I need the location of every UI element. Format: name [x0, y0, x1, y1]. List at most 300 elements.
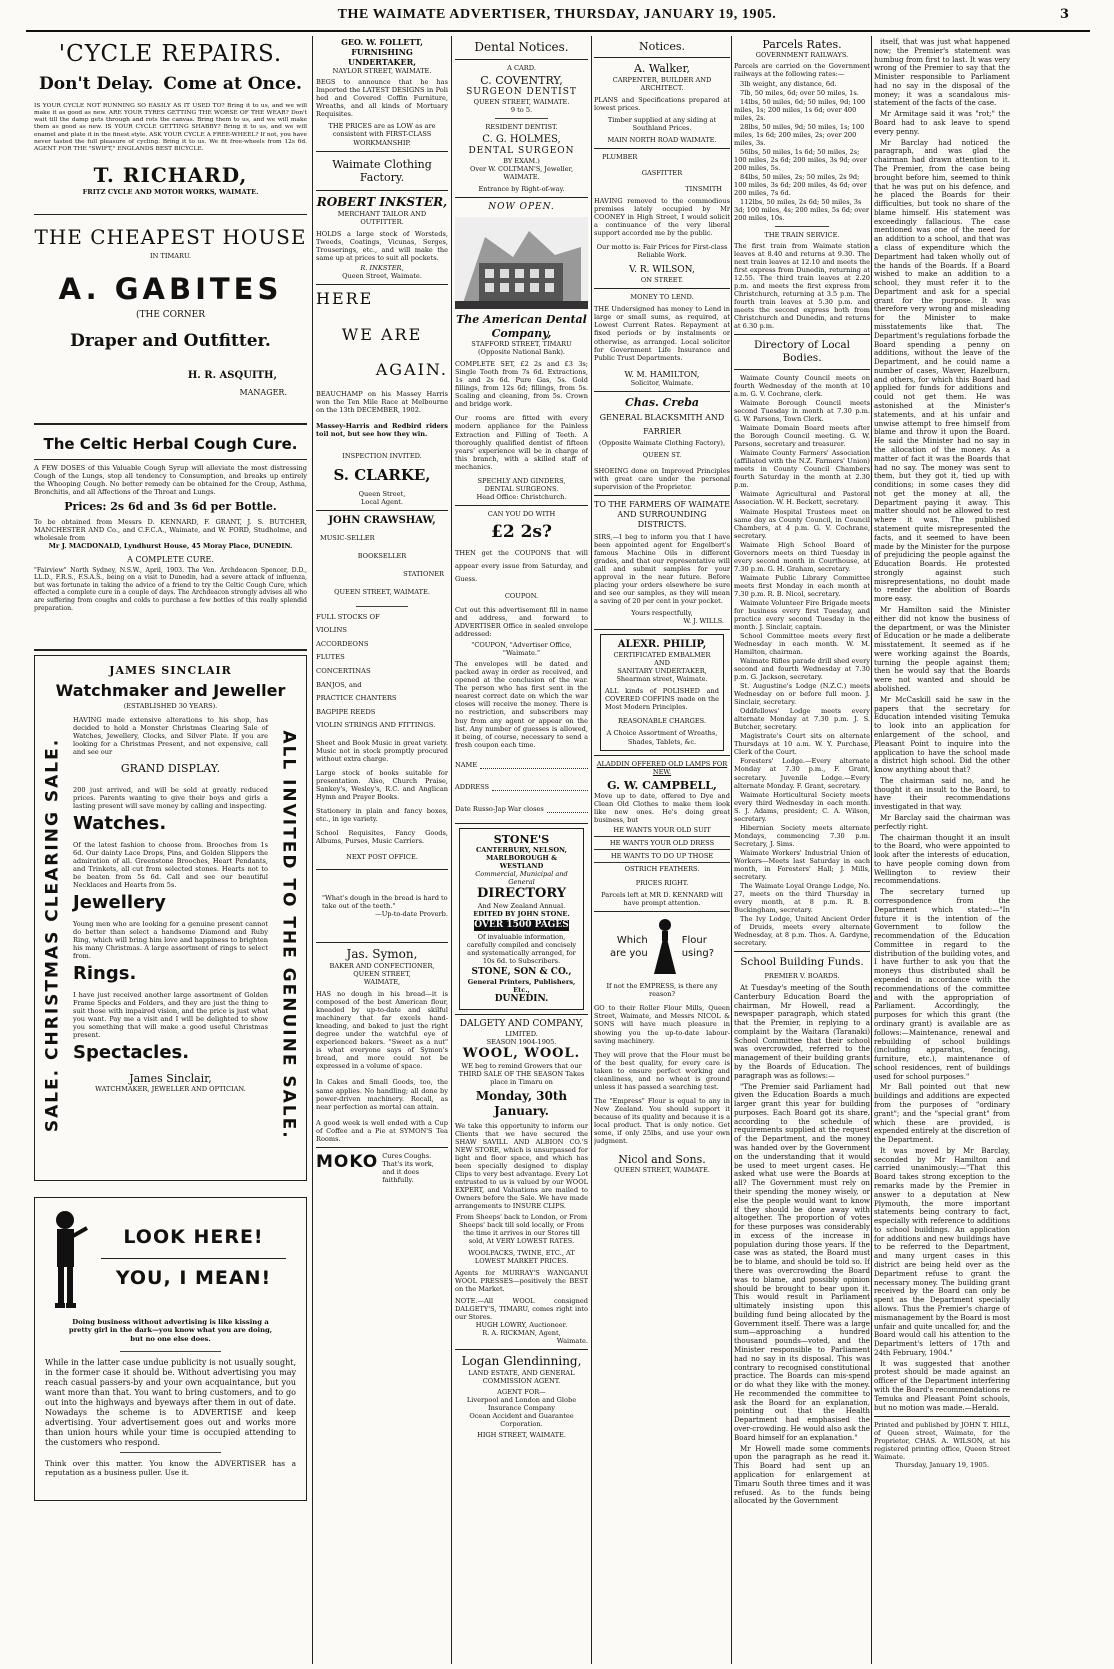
ad-town: DUNEDIN.: [494, 994, 549, 1005]
directory-item: Waimate Hospital Trustees meet on same day as County Council, in Council Chambers, at 4 p.m. G. V. Cochrane, secretary.: [734, 507, 870, 540]
name-field[interactable]: [480, 761, 588, 769]
article-title: School Building Funds.: [740, 956, 864, 969]
moko-ad: [316, 1152, 448, 1184]
ad-manager: H. R. ASQUITH,: [187, 369, 277, 381]
coupon-instructions: Cut out this advertisement fill in name and address, and forward to ADVERTISER Office in sealed envelope addressed:: [455, 606, 588, 639]
sale-sidebar-right: [273, 720, 303, 1150]
school-funds-article: [734, 956, 870, 1506]
american-dental-ad: [455, 202, 588, 500]
look-here-ad: [34, 1197, 307, 1501]
campbell-dyer-ad: [594, 760, 730, 908]
train-body: The first train from Waimate station leaves at 8.40 and returns at 9.30. The next train leaves at 12.10 and meets the first express from Dunedin, returning at 12.55. The third train leaves at 2.20 p.m. and meets the first express from Christchurch, returning at 3.5 p.m. The fourth train leaves at 5.30 p.m. and meets the second express both from Christchurch and Dunedin, and returns at 6.30 p.m.: [734, 242, 870, 331]
ad-info: Of invaluable information, carefully compiled and concisely and systematically arranged, for 10s 6d. to Subscribers.: [466, 933, 577, 966]
ad-signature: R. INKSTER,: [360, 264, 404, 273]
ad-address: MAIN NORTH ROAD WAIMATE.: [607, 136, 717, 144]
rates-list: [734, 80, 870, 223]
date-label: Date Russo-Jap War closes: [455, 804, 544, 813]
ad-pages: OVER 1500 PAGES: [474, 920, 569, 931]
ad-headline-1: LOOK HERE!: [123, 1226, 264, 1249]
ad-sheet-music: Sheet and Book Music in great variety. Music not in stock promptly procured without extra charge.: [316, 738, 448, 764]
clarke-cycles-ad: [316, 289, 448, 506]
stock-item: VIOLINS: [316, 626, 347, 635]
column-3: [455, 38, 588, 1663]
ad-sale-date: Monday, 30th January.: [475, 1089, 568, 1118]
ad-body-2: They will prove that the Flour must be of the best quality, for every care is taken to ensure perfect working and cleanliness, and no wheat is ground unless it has passed a searching test.: [594, 1050, 730, 1091]
section-title: Parcels Rates.: [762, 38, 842, 51]
directory-item: St. Augustine's Lodge (N.Z.C.) meets Wednesday on or before full moon. J. Sinclair, secretary.: [734, 682, 870, 707]
ad-body-2: We take this opportunity to inform our Clients that we have secured the SHAW SAVILL AND ALBION CO.'S NEW STORE, which is unsurpassed for light and floor space, and which has been specially designed to display Clips to very best advantage. Every Lot entrusted to us is valued by our WOOL EXPERT, and Valuations are mailed to Owners before the Sale. We have made arrangements to INSURE CLIPS.: [455, 1121, 588, 1210]
ad-name: MOKO: [316, 1151, 379, 1172]
parcels-rates: [734, 38, 870, 222]
ad-name: G. W. CAMPBELL,: [607, 778, 717, 792]
dentist-hours: 9 to 5.: [510, 106, 533, 115]
dentist-trade: SURGEON DENTIST: [466, 87, 577, 98]
ad-name: A. Walker,: [633, 62, 691, 76]
ad-trade-and: AND: [654, 659, 670, 668]
ad-name: W. M. HAMILTON,: [624, 369, 700, 379]
ad-rooms: Our rooms are fitted with every modern appliance for the Painless Extraction and Filling of Teeth. A thoroughly qualified dentist of fifteen years' experience will be in charge of this branch, with a skilled staff of mechanics.: [455, 414, 588, 471]
coupon-address: "COUPON, "Advertiser Office, "Waimate.": [471, 641, 572, 658]
ad-trade: BAKER AND CONFECTIONER,: [329, 962, 435, 971]
wilson-plumber-ad: [594, 153, 730, 284]
rate-item: 84lbs, 50 miles, 2s; 50 miles, 2s 9d; 100 miles, 3s 6d; 200 miles, 4s 6d; over 200 miles, 7s 6d.: [734, 172, 867, 197]
directory-item: Waimate Borough Council meets second Tuesday in month at 7.30 p.m. G. W. Parsons, Town Clerk.: [734, 399, 870, 424]
ad-trade-3: TINSMITH: [685, 185, 722, 194]
ad-agents: Agents for MURRAY'S WANGANUI WOOL PRESSES—positively the BEST on the Market.: [455, 1269, 588, 1294]
article-paragraph: It was suggested that another protest should be made against an officer of the Department interfering with the Board's recommendations re Temuka and Pleasant Point schools, but no motion was made.—Herald.: [874, 1358, 1010, 1412]
column-6: [874, 38, 1010, 1663]
coupon-competition: [455, 510, 588, 813]
dentist-entrance: Entrance by Right-of-way.: [478, 185, 565, 194]
notice-signature: W. J. WILLS.: [683, 617, 724, 625]
ad-address: Shearman street, Waimate.: [616, 675, 708, 684]
ad-testimonial: "Fairview" North Sydney, N.S.W., April, 1903. The Ven. Archdeacon Spencer, D.D., LL.D., F.R.S., F.S.A.S., being on a visit to Dunedin, had a severe attack of influenza, but was fortunate in taking the advice of a friend to try the Celtic Cough Cure, which effected a complete cure in a couple of days. The Archdeacon strongly advises all who are suffering from coughs and colds to purchase a few bottles of this really splendid preparation.: [34, 566, 307, 612]
ad-wreaths: A Choice Assortment of Wreaths, Shades, Tablets, &c.: [606, 729, 718, 746]
ad-body: BEAUCHAMP on his Massey Harris won the Ten Mile Race at Melbourne on the 13th DECEMBER, 1902.: [316, 389, 448, 414]
local-bodies-directory: [734, 339, 870, 947]
dentist-exam: BY EXAM.): [503, 157, 540, 166]
ad-stationery: Stationery in plain and fancy boxes, etc., in ige variety.: [316, 807, 448, 824]
resident-label: RESIDENT DENTIST.: [485, 123, 558, 132]
article-subtitle: PREMIER V. BOARDS.: [764, 971, 840, 980]
article-paragraph: Mr Howell made some comments upon the paragraph as he read it. This Board had sent up an application for enlargement at Timaru South three times and it was refused. As to the funds being allocated by the Government: [734, 1443, 870, 1506]
notice-signoff: Yours respectfully,: [631, 608, 693, 617]
symon-baker-ad: [316, 947, 448, 1142]
directory-item: Oddfellows' Lodge meets every alternate Monday at 7.30 p.m. J. S. Butcher, secretary.: [734, 707, 870, 732]
ad-regions: CANTERBURY, NELSON, MARLBOROUGH & WESTLAND: [476, 846, 567, 871]
ad-trade-1: MUSIC-SELLER: [320, 533, 375, 542]
ad-name: JOHN CRAWSHAW,: [328, 515, 436, 527]
ad-location: (Opposite Waimate Clothing Factory),: [598, 439, 726, 448]
ad-limited: LIMITED.: [505, 1030, 538, 1039]
ad-agency-2: Ocean Accident and Guarantee Corporation.: [469, 1412, 574, 1429]
rate-item: 112lbs, 50 miles, 2s 6d; 50 miles, 3s 3d; 100 miles, 4s; 200 miles, 5s 6d; over 200 miles, 10s.: [734, 197, 870, 222]
farmers-notice: [594, 500, 730, 625]
article-continuation: [874, 38, 1010, 1412]
woman-illustration: [652, 918, 678, 976]
ad-invitation: INSPECTION INVITED.: [342, 451, 422, 460]
directory-item: The Ivy Lodge, United Ancient Order of Druids, meets every alternate Wednesday, at 8 p.m. Thos. A. Gardyne, secretary.: [734, 915, 870, 948]
ad-signature-tag: WATCHMAKER, JEWELLER AND OPTICIAN.: [95, 1085, 246, 1094]
directory-item: Waimate Public Library Committee meets first Monday in each month at 7.30 p.m. R. B. Nicol, secretary.: [734, 573, 870, 598]
ad-school: School Requisites, Fancy Goods, Albums, Purses, Music Carriers.: [316, 829, 448, 846]
ad-intro: HAVING made extensive alterations to his shop, has decided to hold a Monster Christmas Clearing Sale of Watches, Jewellery, Clocks, and Silver Plate. If you are looking for a Christmas Present, and not expensive, call and see our: [73, 715, 268, 757]
ad-trade-2: SANITARY UNDERTAKER,: [617, 667, 707, 676]
ad-lead: Doing business without advertising is like kissing a pretty girl in the dark—you know what you are doing, but no one else does.: [68, 1318, 273, 1343]
ad-trade: Draper and Outfitter.: [70, 330, 271, 351]
directory-item: Waimate Agricultural and Pastoral Association. W. H. Beckett, secretary.: [734, 490, 870, 507]
ad-agent-label: AGENT FOR—: [497, 1388, 546, 1397]
ad-body: While in the latter case undue publicity is not usually sought, in the former case it should be. Without advertising you may reach casual passers-by and your own acquaintance, but you want more than that. You want to bring customers, and to go out into the highways and byeways after them in out of date. Nowadays the scheme is to ADVERTISE and keep advertising. Your advertisement goes out and works more than union hours while your time is occupied attending to the customers who respond.: [45, 1357, 296, 1447]
ad-name: ROBERT INKSTER,: [316, 195, 448, 210]
ad-timber: Timber supplied at any siding at Southland Prices.: [607, 115, 717, 132]
celtic-cough-cure-ad: [34, 429, 307, 645]
ad-address: QUEEN STREET, WAIMATE.: [334, 587, 430, 596]
section-title: THE TRAIN SERVICE.: [764, 231, 840, 240]
watches-heading: Watches.: [73, 812, 167, 834]
article-paragraph: Mr Barclay had noticed the paragraph, and was glad the chairman had drawn attention to it. The Premier, from the case being brought before him, seemed to think that he was put on his defence, and he placed the Boards for their difficulties, but took no share of the blame himself. His statement was exceedingly fallacious. The case mentioned was one of the need for an addition to a school, and that was a class of expenditure which the Department had taken wholly out of the hands of the Boards. If a Board wished to make an addition to a school, they must refer it to the Department and ask for a special grant for the purpose. It was therefore very wrong and misleading for the Minister to make misstatements like that. The Department's regulations forbade the Board spending a penny on additions, without the leave of the Department, and he could name a number of cases, Waver, Hazelburn, and others, for which this Board had applied for funds for additions and could not get them. He was astonished at the Minister's statements, and at his unfair and unwise attempt to free himself from blame and throw it upon the Board. He said the Minister had no say in the allocation of the money. As a matter of fact it was the Boards that had no say. The money was sent to them, but they got it, tied up with conditions; in some cases they did not get the money at all, the Department paying it away. This matter should not be allowed to rest where it was. The published statement quite misrepresented the facts, and it seemed to have been made by the Minister for the purpose of prejudicing the people against the Education Boards. He protested strongly against such misrepresentations, no doubt made to render the abolition of Boards more easy.: [874, 137, 1010, 604]
coupon-intro: THEN get the COUPONS that will appear every issue from Saturday, and Guess.: [455, 548, 588, 583]
directory-item: Waimate Workers' Industrial Union of Workers—Meets last Saturday in each month, in Foresters' Hall; J. Mills, secretary.: [734, 848, 870, 881]
flour-word-3: are you: [609, 948, 648, 960]
ad-title: The Celtic Herbal Cough Cure.: [43, 435, 298, 453]
ad-subtitle-left: Don't Delay.: [39, 74, 154, 95]
coupon-amount: £2 2s?: [491, 521, 552, 542]
ad-name: JAMES SINCLAIR: [109, 664, 232, 677]
ad-line-1: HE WANTS YOUR OLD SUIT: [594, 824, 730, 837]
directory-item: The Waimate Loyal Orange Lodge, No. 27, meets on the third Thursday in every month, at 8 p.m. R. B. Buckingham, secretary.: [734, 881, 870, 914]
flour-word-2: Flour: [681, 935, 707, 947]
ad-books: Large stock of books suitable for presentation. Also, Church Praise, Sankey's, Wesley's, R.C. and Anglican Hymn and Prayer Books.: [316, 769, 448, 802]
ad-title-2: Solicitor, Waimate.: [630, 379, 694, 388]
ad-agent: Mr J. MACDONALD, Lyndhurst House, 45 Moray Place, DUNEDIN.: [48, 541, 293, 550]
ad-name: Nicol and Sons.: [618, 1152, 706, 1166]
ad-agency-1: Liverpool and London and Globe Insurance Company: [466, 1396, 577, 1413]
ad-trade: FURNISHING UNDERTAKER,: [347, 46, 417, 67]
ad-body: HOLDS a large stock of Worsteds, Tweeds, Coatings, Vicunas, Serges, Trouserings, etc., and will make the same up at prices to suit all pockets.: [316, 230, 448, 263]
ad-trade: GENERAL BLACKSMITH AND: [599, 412, 725, 422]
dentist-name: C. COVENTRY,: [480, 73, 563, 87]
rate-item: 14lbs, 50 miles, 6d; 50 miles, 9d; 100 miles, 1s; 200 miles, 1s 6d; over 400 miles, 2s.: [734, 97, 866, 122]
ad-manager-title: MANAGER.: [239, 387, 287, 397]
ad-publisher: STONE, SON & CO.,: [471, 967, 572, 978]
ad-prices: Prices: 2s 6d and 3s 6d per Bottle.: [64, 500, 277, 514]
ad-address: Queen Street, Waimate.: [342, 272, 422, 281]
sidebar-text: SALE. CHRISTMAS CLEARING SALE.: [42, 737, 63, 1133]
rings-text: Young men who are looking for a genuine present cannot do better than select a handsome Diamond and Ruby Ring, which will bring him love and happiness to brighten his many Christmas. A large assortment of rings to select from.: [73, 919, 268, 960]
nicol-flour-ad: [594, 918, 730, 1174]
ad-location: NEXT POST OFFICE.: [346, 853, 418, 862]
ad-body: Move up to date, offered to Dye and Clean Old Clothes to make them look like new ones. He's doing great business, but: [594, 792, 730, 825]
ad-cakes: In Cakes and Small Goods, too, the same applies. No handling; all done by power-driven machinery. Recall, as near perfection as mortal can attain.: [316, 1078, 448, 1111]
ad-tearooms: A good week is well ended with a Cup of Coffee and a Pie at SYMON'S Tea Rooms.: [316, 1118, 448, 1143]
proverb-source: —Up-to-date Proverb.: [375, 910, 448, 919]
section-subtitle: GOVERNMENT RAILWAYS.: [755, 51, 849, 60]
ad-signature: HUGH LOWRY, Auctioneer.: [475, 1321, 568, 1330]
masthead-rule: [26, 30, 1090, 32]
directory-item: Waimate Volunteer Fire Brigade meets for business every first Tuesday, and practice every second Tuesday in the month. J. Sinclair, captain.: [734, 598, 870, 631]
flour-word-1: Which: [616, 935, 648, 947]
directory-item: School Committee meets every first Wednesday in each month. W. M. Hamilton, chairman.: [734, 631, 870, 657]
ad-name: Chas. Creba: [624, 396, 700, 410]
ad-title: 'CYCLE REPAIRS.: [58, 41, 283, 67]
page-number: 3: [1060, 7, 1070, 22]
rate-item: 7lb, 50 miles, 6d; over 50 miles, 1s.: [740, 88, 859, 97]
article-paragraph: Mr Armitage said it was "rot;" the Board had to ask leave to spend every penny.: [874, 109, 1010, 136]
card-label: A CARD.: [507, 63, 536, 72]
ad-name: T. RICHARD,: [93, 163, 248, 188]
ad-trade: MERCHANT TAILOR AND OUTFITTER.: [337, 209, 427, 226]
ad-trade: CERTIFICATED EMBALMER: [613, 651, 711, 660]
directory-item: Hibernian Society meets alternate Mondays, commencing 7.30 p.m. Secretary, J. Sims.: [734, 823, 870, 848]
dentist-address: QUEEN STREET, WAIMATE.: [473, 98, 570, 107]
ad-headline-1: HERE: [316, 289, 374, 309]
ad-name: A. GABITES: [58, 272, 283, 307]
ad-address: STAFFORD STREET, TIMARU: [471, 340, 572, 349]
directory-item: Waimate Rifles parade drill shed every second and fourth Wednesday at 7.30 p.m. G. Jackson, secretary.: [734, 657, 870, 682]
directory-item: Waimate County Farmers' Association (affiliated with the N.Z. Farmers' Union) meets in County Council Chambers fourth Saturday in the month at 2.30 p.m.: [734, 449, 870, 490]
ad-line-4: OSTRICH FEATHERS.: [624, 865, 700, 874]
ad-trade-2: BOOKSELLER: [357, 551, 407, 560]
rate-item: 56lbs, 50 miles, 1s 6d; 50 miles, 2s; 100 miles, 2s 6d; 200 miles, 3s 9d; over 200 miles, 5s.: [734, 147, 867, 172]
ad-signature-2: DENTAL SURGEONS.: [484, 484, 559, 493]
ad-title: THE CHEAPEST HOUSE: [34, 225, 307, 249]
sidebar-text: ALL INVITED TO THE GENUINE SALE.: [278, 730, 299, 1140]
ad-subheading: A COMPLETE CURE.: [127, 554, 214, 564]
stock-item: PRACTICE CHANTERS: [316, 694, 397, 703]
flour-word-4: using?: [681, 948, 715, 960]
imprint: Printed and published by JOHN T. HILL, of Queen street, Waimate, for the Proprietor, CHAS. A. WILSON, at his registered printing office, Queen Street Waimate.: [874, 1421, 1010, 1462]
ad-body: BEGS to announce that he has Imported the LATEST DESIGNS in Poli hed and Covered Coffin Furniture, Wreaths, and all kinds of Mortuary Requisites.: [316, 78, 448, 119]
imprint-date: Thursday, January 19, 1905.: [894, 1461, 990, 1470]
ad-signature-2: R. A. RICKMAN, Agent,: [482, 1329, 561, 1338]
article-paragraph: It was moved by Mr Barclay, seconded by Mr Hamilton and carried unanimously:—"That this Board takes strong exception to the remarks made by the Premier in answer to a deputation at New Plymouth, the more important statements being contrary to fact, especially with reference to additions to school buildings. An application for additions and new buildings have to be referred to the Department, and many urgent cases in this district are being held over as the Department refuse to grant the necessary money. The building grant received by the Board can only be spent as the Department specially allows. Thus the Premier's charge of mismanagement by the Board is most unfair and quite uncalled for, and the Board would call his attention to the Department's letters of 17th and 24th February, 1904.": [874, 1145, 1010, 1357]
ad-subtitle: [34, 74, 307, 95]
ad-signature: SPECHLY AND GINDERS,: [477, 476, 566, 485]
walker-builder-ad: [594, 40, 730, 144]
notice-body: SIRS,—I beg to inform you that I have been appointed agent for Engelbert's famous Machine Oils in different grades, and that our representative will call and submit samples for your approval in the near future. Before placing your orders elsewhere be sure and see our samples, as they will mean a saving of 20 per cent in your pocket.: [594, 532, 730, 605]
ad-body: THE Undersigned has money to Lend in large or small sums, as required, at Lowest Current Rates. Repayment at fixed periods or by instalments or otherwise, as arranged. Local solicitor for Government Life Insurance and Public Trust Departments.: [594, 305, 730, 362]
stock-item: FLUTES: [316, 653, 345, 662]
article-paragraph: The secretary turned up correspondence from the Department which stated:—"In future it is the intention of the Government to follow the recommendation of the Education Committee in regard to the distribution of the building votes, and I have further to ask you that the moneys thus distributed shall be expended in accordance with the recommendations of the committee and with the appropriation of Parliament. Accordingly, the purposes for which this grant (the ordinary grant) is available are as follows:—Maintenance, renewal and rebuilding of school buildings (including apparatus, fencing, furniture, etc.), maintenance of school residences, rent of buildings used for school purposes.": [874, 887, 1010, 1081]
ad-footer: Think over this matter. You know the ADVERTISER has a reputation as a business puller. Use it.: [45, 1458, 296, 1477]
ad-address: HIGH STREET, WAIMATE.: [477, 1431, 566, 1440]
hamilton-money-ad: [594, 293, 730, 387]
ad-signature-3: Waimate.: [556, 1337, 588, 1346]
cycle-repairs-ad: [34, 38, 307, 210]
ad-body: ALL kinds of POLISHED and COVERED COFFINS made on the Most Modern Principles.: [605, 687, 719, 712]
ad-stockists: To be obtained from Messrs D. KENNARD, F. GRANT, J. S. BUTCHER, MANCHESTER AND Co., and C.F.C.A., Waimate, and W. FORD, Studholme, and wholesale from: [34, 517, 307, 542]
jewellery-text: Of the latest fashion to choose from. Brooches from 1s 6d. Our dainty Lace Drops, Pins, and Golden Slippers the admiration of all. Greenstone Brooches, Heart Pendants, and Trinkets, all cut from selected stones. Hearts not to be beaten from 5s 6d. Call and see our beautiful Necklaces and Hearts from 5s.: [73, 840, 268, 889]
ad-body-3: The "Empress" Flour is equal to any in New Zealand. You should support it because of its quality and because it is a local product. That is only notice. Get some, if only 25lbs, and use your own judgment.: [594, 1096, 730, 1145]
ad-body: GO to their Roller Flour Mills, Queen Street, Waimate, and Messrs NICOL & SONS will have much pleasure in showing you the up-to-date labour-saving machinery.: [594, 1004, 730, 1045]
stones-directory-ad: [459, 828, 584, 1011]
rate-item: 28lbs, 50 miles, 9d; 50 miles, 1s; 100 miles, 1s 6d; 200 miles, 2s; over 200 miles, 3s.: [734, 122, 865, 147]
ad-body: SHOEING done on Improved Principles with great care under the personal supervision of the Proprietor.: [594, 467, 730, 492]
spectacles-text: I have just received another large assortment of Golden Frame Specks and Folders, and they are just the thing to suit those with impaired vision, and the price is just what you want. Pay me a visit and I will be delighted to show you something that will make a good useful Christmas present.: [73, 990, 268, 1039]
clothing-factory-title: Waimate Clothing Factory.: [332, 157, 432, 184]
ad-address: Queen Street,: [358, 490, 406, 499]
ad-address: QUEEN STREET, WAIMATE.: [614, 1166, 710, 1175]
column-1: [34, 38, 307, 1663]
sinclair-jeweller-ad: [34, 655, 307, 1181]
stock-item: VIOLIN STRINGS AND FITTINGS.: [316, 721, 436, 730]
ad-text: Cures Coughs. That's its work, and it does faithfully.: [382, 1151, 434, 1184]
directory-item: Magistrate's Court sits on alternate Thursdays at 10 a.m. W. Y. Purchase, Clerk of the Court.: [734, 732, 870, 757]
dalgety-wool-ad: [455, 1019, 588, 1345]
ad-body: IS YOUR CYCLE NOT RUNNING SO EASILY AS IT USED TO? Bring it to us, and we will make it as good as new. ARE YOUR TYRES GETTING THE WORSE OF THE WEAR? Don't wait till the damp gets through and rots the canvas. Bring them to us, and we will make them as good as new. IS YOUR CYCLE GETTING SHABBY? Bring it to us, and we will enamel and plate it in the finest style. ASK YOUR CYCLE A FREE-WHEEL? If not, you have never tasted the full pleasure of cycling. Bring it to us. We fit free-wheels from 12s 6d. AGENT FOR THE "SWIFT," ENGLANDS BEST BICYCLE.: [34, 102, 307, 152]
column-4: [594, 38, 730, 1663]
ad-prices: COMPLETE SET, £2 2s and £3 3s; Single Tooth from 7s 6d. Extractions, 1s and 2s 6d. Pure Gas, 5s. Gold fillings, from 12s 6d; fillings, from 5s. Scaling and cleaning, from 5s. Crown and bridge work.: [455, 360, 588, 409]
coupon-question: CAN YOU DO WITH: [487, 509, 556, 518]
boy-pointing-illustration: [45, 1206, 91, 1310]
ad-line-2: HE WANTS YOUR OLD DRESS: [594, 837, 730, 850]
rate-item: 3lb weight, any distance, 6d.: [740, 79, 837, 88]
train-service: [734, 231, 870, 330]
ad-type: Commercial, Municipal and General: [475, 870, 568, 887]
ad-headline: WOOL, WOOL.: [462, 1046, 581, 1062]
ad-headline-2: YOU, I MEAN!: [115, 1266, 272, 1289]
ad-charges: THE PRICES are as LOW as are consistent with FIRST-CLASS WORKMANSHIP.: [328, 122, 436, 147]
ad-town: WAIMATE,: [363, 978, 401, 987]
ad-headline: ALADDIN OFFERED OLD LAMPS FOR NEW.: [596, 759, 728, 776]
column-rule: [871, 36, 872, 1664]
ad-body: WE beg to remind Growers that our THIRD SALE OF THE SEASON Takes place in Timaru on: [458, 1062, 585, 1087]
ad-title: MONEY TO LEND.: [630, 293, 694, 302]
ad-question: If not the EMPRESS, is there any reason?: [606, 982, 718, 999]
ad-name: The American Dental Company,: [456, 313, 587, 340]
stock-item: BAGPIPE REEDS: [316, 707, 376, 716]
section-title: Dental Notices.: [474, 40, 569, 54]
directory-item: Waimate County Council meets on fourth Wednesday of the month at 10 a.m. G. V. Cochrane, clerk.: [734, 374, 870, 399]
article-paragraph: Mr McCaskill said he saw in the papers that the secretary for Education intended visiting Temuka to look into an application for enlargement of the school, and Pleasant Point to inquire into the application to have the school made a district high school. Did the other know anything about that?: [874, 694, 1010, 775]
notice-title: TO THE FARMERS OF WAIMATE AND SURROUNDING DISTRICTS.: [594, 500, 730, 529]
article-paragraph: itself, that was just what happened now; the Premier's statement was humbug from first to last. It was very wrong of the Premier to say that the Minister responsible to Parliament had no say in the disposal of the money; it was a scandalous mis-statement of the facts of the case.: [874, 38, 1010, 108]
ad-body: PLANS and Specifications prepared at lowest prices.: [594, 95, 730, 112]
sale-sidebar-left: [38, 720, 68, 1150]
ad-packs: WOOLPACKS, TWINE, ETC., AT LOWEST MARKET PRICES.: [468, 1249, 575, 1266]
article-paragraph: Mr Barclay said the chairman was perfectly right.: [874, 812, 1010, 831]
stock-item: ACCORDEONS: [316, 639, 369, 648]
article-paragraph: The chairman said no, and he thought it an insult to the Board, to have their recommendations investigated in that way.: [874, 775, 1010, 812]
ad-name: Logan Glendinning,: [461, 1354, 582, 1369]
ad-note: NOTE.—All WOOL consigned DALGETY'S, TIMARU, comes right into our Stores.: [455, 1297, 588, 1322]
ad-trade: Watchmaker and Jeweller: [55, 681, 286, 701]
ad-name: STONE'S: [493, 832, 550, 846]
ad-address-2: (Opposite National Bank).: [477, 348, 566, 357]
stock-item: FULL STOCKS OF: [316, 612, 380, 621]
ad-name: ALEXR. PHILIP,: [617, 639, 707, 651]
section-title: Directory of Local Bodies.: [753, 339, 851, 365]
follett-undertaker-ad: [316, 38, 448, 147]
ad-location: IN TIMARU.: [150, 252, 191, 261]
ad-trade-3: STATIONER: [403, 569, 444, 578]
ad-address: QUEEN STREET,: [353, 970, 411, 979]
address-field[interactable]: [492, 783, 588, 791]
dental-notices: [455, 40, 588, 193]
article-body: [734, 984, 870, 1506]
ad-editor: EDITED BY JOHN STONE.: [473, 910, 570, 919]
ad-banner: NOW OPEN.: [488, 202, 555, 213]
column-rule: [451, 36, 452, 1664]
ad-name: DALGETY AND COMPANY,: [459, 1019, 584, 1030]
ad-signature: James Sinclair,: [129, 1071, 212, 1085]
ad-trade: LAND ESTATE, AND GENERAL COMMISSION AGENT.: [468, 1368, 575, 1386]
ad-charges: REASONABLE CHARGES.: [617, 717, 707, 726]
directory-item: Foresters' Lodge.—Every alternate Monday at 7.30 p.m., F. Grant, secretary. Juvenile Lodge.—Every alternate Monday. F. Grant, secretary.: [734, 757, 870, 790]
dentist-name-2: C. G. HOLMES,: [482, 134, 561, 146]
article-paragraph: At Tuesday's meeting of the South Canterbury Education Board the chairman, Mr Howell, read a newspaper paragraph, which stated that the Premier, in replying to a complaint by the Waitara (Taranaki) School Committee that their school was overcrowded, referred to the management of their building grants by the Boards of Education. The paragraph was as follows:—: [734, 982, 870, 1080]
rings-heading: Rings.: [73, 962, 137, 984]
watches-text: 200 just arrived, and will be sold at greatly reduced prices. Parents wanting to give their boys and girls a lasting present will save money by calling and inspecting.: [73, 785, 268, 810]
ad-subheading: GRAND DISPLAY.: [120, 762, 221, 776]
article-paragraph: "The Premier said Parliament had given the Education Boards a much larger grant this year for building purposes. Each Board got its share, according to the schedule of requirements supplied at the request of the Department, and the money was handed over by the Government on the understanding that it would be used to meet urgent cases. He asked what use were the Boards at all? The Government must rely on their spending the money wisely, or else the people would want to know if they should be done away with altogether. The proportion of votes for these purposes was considerably in excess of the increase in population during those years. If the case was as stated, the Board must be to blame, and should be told so. If there was overcrowding the Board was to blame, and possibly opinion should be brought to bear upon it. This would result in Parliament ultimately insisting upon this building fund being allocated by the Government itself. There was a large sum—approaching a hundred thousand pounds—voted, and the Minister responsible to Parliament had no say in its disposal. This was contrary to recognised constitutional practice. The Boards can mis-spend or do what they like with the money. He recommended the committee to ask the Board for an explanation, pointing out that the Health Department had emphasised the over-crowding. He would also ask the Board himself for an explanation.": [734, 1081, 870, 1442]
ad-corner: (THE CORNER: [135, 309, 206, 320]
ad-name: Jas. Symon,: [346, 947, 418, 962]
date-field[interactable]: [547, 805, 588, 813]
gabites-ad: [34, 219, 307, 419]
directory-list: [734, 374, 870, 947]
ad-subtitle-right: Come at Once.: [163, 74, 302, 95]
proverb: [322, 894, 448, 918]
section-title: Notices.: [639, 40, 685, 53]
glendinning-ad: [455, 1354, 588, 1439]
column-rule: [731, 36, 732, 1664]
ad-directory: DIRECTORY: [476, 886, 567, 902]
ad-name: S. CLARKE,: [333, 465, 431, 484]
ad-trade-2: FARRIER: [643, 426, 681, 436]
philip-undertaker-ad: [600, 634, 724, 751]
ad-established: (ESTABLISHED 30 YEARS).: [123, 701, 218, 710]
ad-body: HAVING removed to the commodious premises lately occupied by Mr COONEY in High Street, I would solicit a continuance of the very liberal support accorded me by the public.: [594, 197, 730, 238]
ad-body: HAS no dough in his bread—it is composed of the best American flour, kneaded by up-to-date and skilful machinery that far excels hand-kneading, and baked to just the right degree under the watchful eye of experienced bakers. "Sweet as a nut" is what everyone says of Symon's bread, and more could not be expressed in a volume of space.: [316, 990, 448, 1071]
ad-headline-2: WE ARE: [341, 324, 423, 344]
address-label: ADDRESS: [455, 782, 490, 791]
spectacles-heading: Spectacles.: [73, 1042, 190, 1063]
ad-office: Head Office: Christchurch.: [476, 492, 567, 501]
coupon-title: COUPON.: [504, 592, 539, 601]
building-illustration: [455, 217, 588, 309]
ad-prices: PRICES RIGHT.: [635, 879, 689, 888]
ad-rates: From Sheeps' back to London, or From Sheeps' back till sold locally, or From the time it arrives in our Stores till sold, At VERY LOWEST RATES.: [455, 1212, 588, 1245]
ad-parcels: Parcels left at MR D. KENNARD will have prompt attention.: [601, 891, 723, 908]
crawshaw-music-ad: [316, 515, 448, 861]
ad-name: V. R. WILSON,: [629, 265, 695, 276]
ad-trade-2: GASFITTER: [641, 169, 683, 178]
ad-name: GEO. W. FOLLETT,: [341, 38, 423, 47]
masthead: THE WAIMATE ADVERTISER, THURSDAY, JANUARY 19, 1905.: [337, 7, 777, 22]
ad-address: ON STREET.: [640, 276, 684, 285]
column-5: [734, 38, 870, 1663]
inkster-tailor-ad: [316, 195, 448, 280]
flour-headline: [594, 918, 730, 976]
stock-item: CONCERTINAS: [316, 667, 371, 675]
directory-item: Waimate Horticultural Society meets every third Wednesday in each month. S. J. Adams, president; C. A. Wilson, secretary.: [734, 790, 870, 823]
article-paragraph: Mr Hamilton said the Minister either did not know the business of the department, or was the Minister of Education or he made a deliberate misstatement. It seemed as if he were working against the Boards, turning the people against them; then he would say that the Boards were not wanted and should be abolished.: [874, 605, 1010, 694]
rates-intro: Parcels are carried on the Government railways at the following rates:—: [734, 62, 870, 79]
ad-annual: And New Zealand Annual.: [477, 902, 566, 911]
ad-trade: CARPENTER, BUILDER AND ARCHITECT.: [612, 75, 712, 92]
directory-item: Waimate High School Board of Governors meets on third Tuesday in every second month in Courthouse, at 7.30 p.m. G. H. Graham, secretary.: [734, 540, 870, 573]
ad-street: QUEEN ST.: [642, 451, 682, 460]
stock-list: [316, 611, 448, 733]
ad-body: A FEW DOSES of this Valuable Cough Syrup will alleviate the most distressing Cough of the Lungs, stop all tendency to Consumption, and breaks up entirely the Whooping Cough. No better remedy can be obtained for the Croup, Asthma, Bronchitis, and all Affections of the Throat and Lungs.: [34, 464, 307, 497]
ad-trade-1: PLUMBER: [602, 153, 638, 162]
column-rule: [591, 36, 592, 1664]
proverb-text: "What's dough in the bread is hard to take out of the teeth.": [322, 894, 448, 911]
column-rule: [312, 36, 313, 1664]
ad-season: SEASON 1904-1905.: [486, 1038, 557, 1047]
